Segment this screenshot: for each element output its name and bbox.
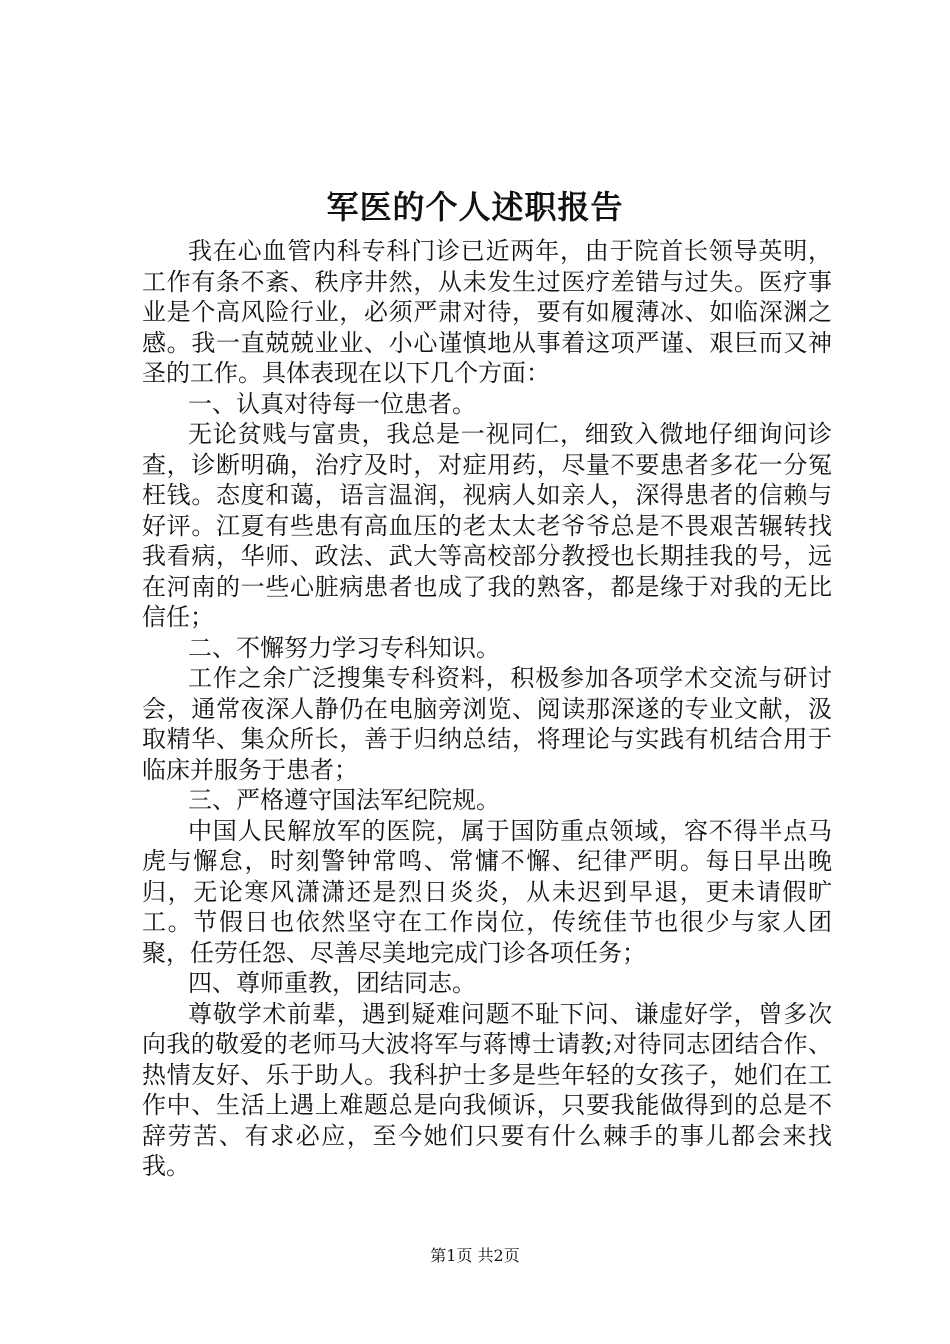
paragraph-section-2: 工作之余广泛搜集专科资料，积极参加各项学术交流与研讨会，通常夜深人静仍在电脑旁浏览、阅读那深遂的专业文献，汲取精华、集众所长，善于归纳总结，将理论与实践有机结合用于临床并服务于患者； (142, 664, 832, 784)
document-title: 军医的个人述职报告 (326, 188, 624, 226)
document-body (142, 236, 832, 1182)
section-heading-3: 三、严格遵守国法军纪院规。 (188, 786, 500, 814)
paragraph-section-3: 中国人民解放军的医院，属于国防重点领域，容不得半点马虎与懈怠，时刻警钟常鸣、常慵不懈、纪律严明。每日早出晚归，无论寒风潇潇还是烈日炎炎，从未迟到早退，更未请假旷工。节假日也依然坚守在工作岗位，传统佳节也很少与家人团聚，任劳任怨、尽善尽美地完成门诊各项任务； (142, 816, 832, 967)
section-heading-4: 四、尊师重教，团结同志。 (188, 969, 476, 997)
section-heading-1: 一、认真对待每一位患者。 (188, 389, 476, 418)
paragraph-section-1: 无论贫贱与富贵，我总是一视同仁，细致入微地仔细询问诊查，诊断明确，治疗及时，对症用药，尽量不要患者多花一分冤枉钱。态度和蔼，语言温润，视病人如亲人，深得患者的信赖与好评。江夏有些患有高血压的老太太老爷爷总是不畏艰苦辗转找我看病，华师、政法、武大等高校部分教授也长期挂我的号，远在河南的一些心脏病患者也成了我的熟客，都是缘于对我的无比信任； (142, 420, 832, 631)
page-number-footer: 第1页 共2页 (430, 1246, 520, 1265)
section-heading-2: 二、不懈努力学习专科知识。 (188, 633, 500, 662)
paragraph-intro: 我在心血管内科专科门诊已近两年，由于院首长领导英明，工作有条不紊、秩序井然，从未发生过医疗差错与过失。医疗事业是个高风险行业，必须严肃对待，要有如履薄冰、如临深渊之感。我一直兢兢业业、小心谨慎地从事着这项严谨、艰巨而又神圣的工作。具体表现在以下几个方面： (142, 237, 832, 387)
paragraph-section-4: 尊敬学术前辈，遇到疑难问题不耻下问、谦虚好学，曾多次向我的敬爱的老师马大波将军与蒋博士请教;对待同志团结合作、热情友好、乐于助人。我科护士多是些年轻的女孩子，她们在工作中、生活上遇上难题总是向我倾诉，只要我能做得到的总是不辞劳苦、有求必应，至今她们只要有什么棘手的事儿都会来找我。 (142, 999, 832, 1180)
